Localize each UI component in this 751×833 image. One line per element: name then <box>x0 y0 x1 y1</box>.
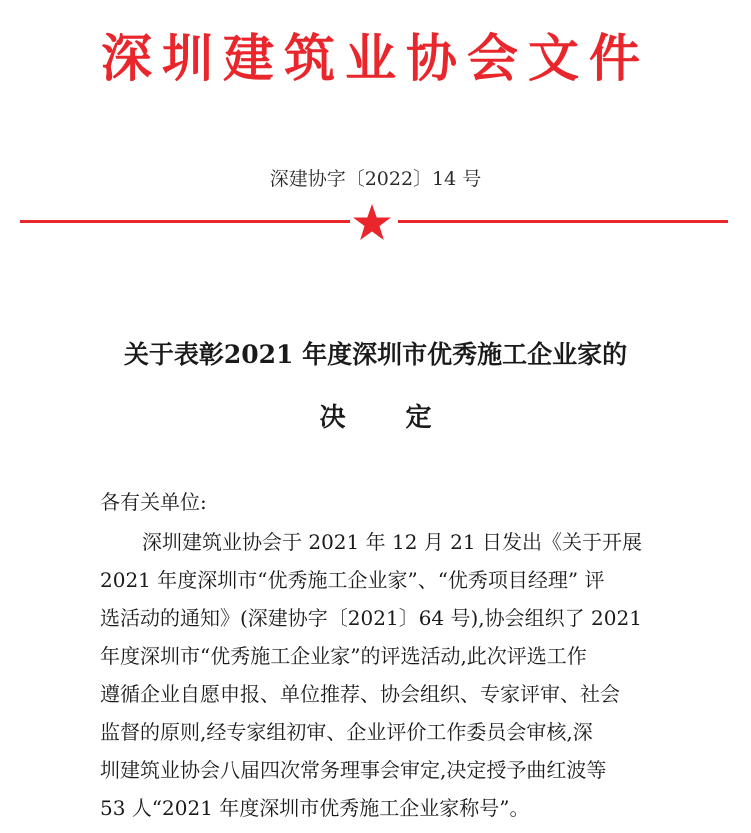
body-paragraph-line: 选活动的通知》(深建协字〔2021〕64 号),协会组织了 2021 <box>100 606 642 630</box>
body-paragraph-line: 53 人“2021 年度深圳市优秀施工企业家称号”。 <box>100 796 530 820</box>
red-divider-right <box>398 220 728 223</box>
body-paragraph-line: 2021 年度深圳市“优秀施工企业家”、“优秀项目经理” 评 <box>100 568 605 592</box>
decision-title-subline: 决定 <box>319 403 492 433</box>
red-divider-left <box>20 220 350 223</box>
salutation: 各有关单位: <box>100 490 207 514</box>
body-paragraph-line: 深圳建筑业协会于 2021 年 12 月 21 日发出《关于开展 <box>142 530 642 554</box>
body-paragraph-line: 圳建筑业协会八届四次常务理事会审定,决定授予曲红波等 <box>100 758 607 782</box>
document-number: 深建协字〔2022〕14 号 <box>269 168 482 190</box>
masthead-title: 深圳建筑业协会文件 <box>100 30 650 89</box>
decision-title: 关于表彰2021 年度深圳市优秀施工企业家的 <box>123 340 628 369</box>
body-paragraph-line: 监督的原则,经专家组初审、企业评价工作委员会审核,深 <box>100 720 593 744</box>
star-icon <box>352 203 392 241</box>
body-paragraph-line: 遵循企业自愿申报、单位推荐、协会组织、专家评审、社会 <box>100 682 620 706</box>
body-paragraph-line: 年度深圳市“优秀施工企业家”的评选活动,此次评选工作 <box>100 644 587 668</box>
